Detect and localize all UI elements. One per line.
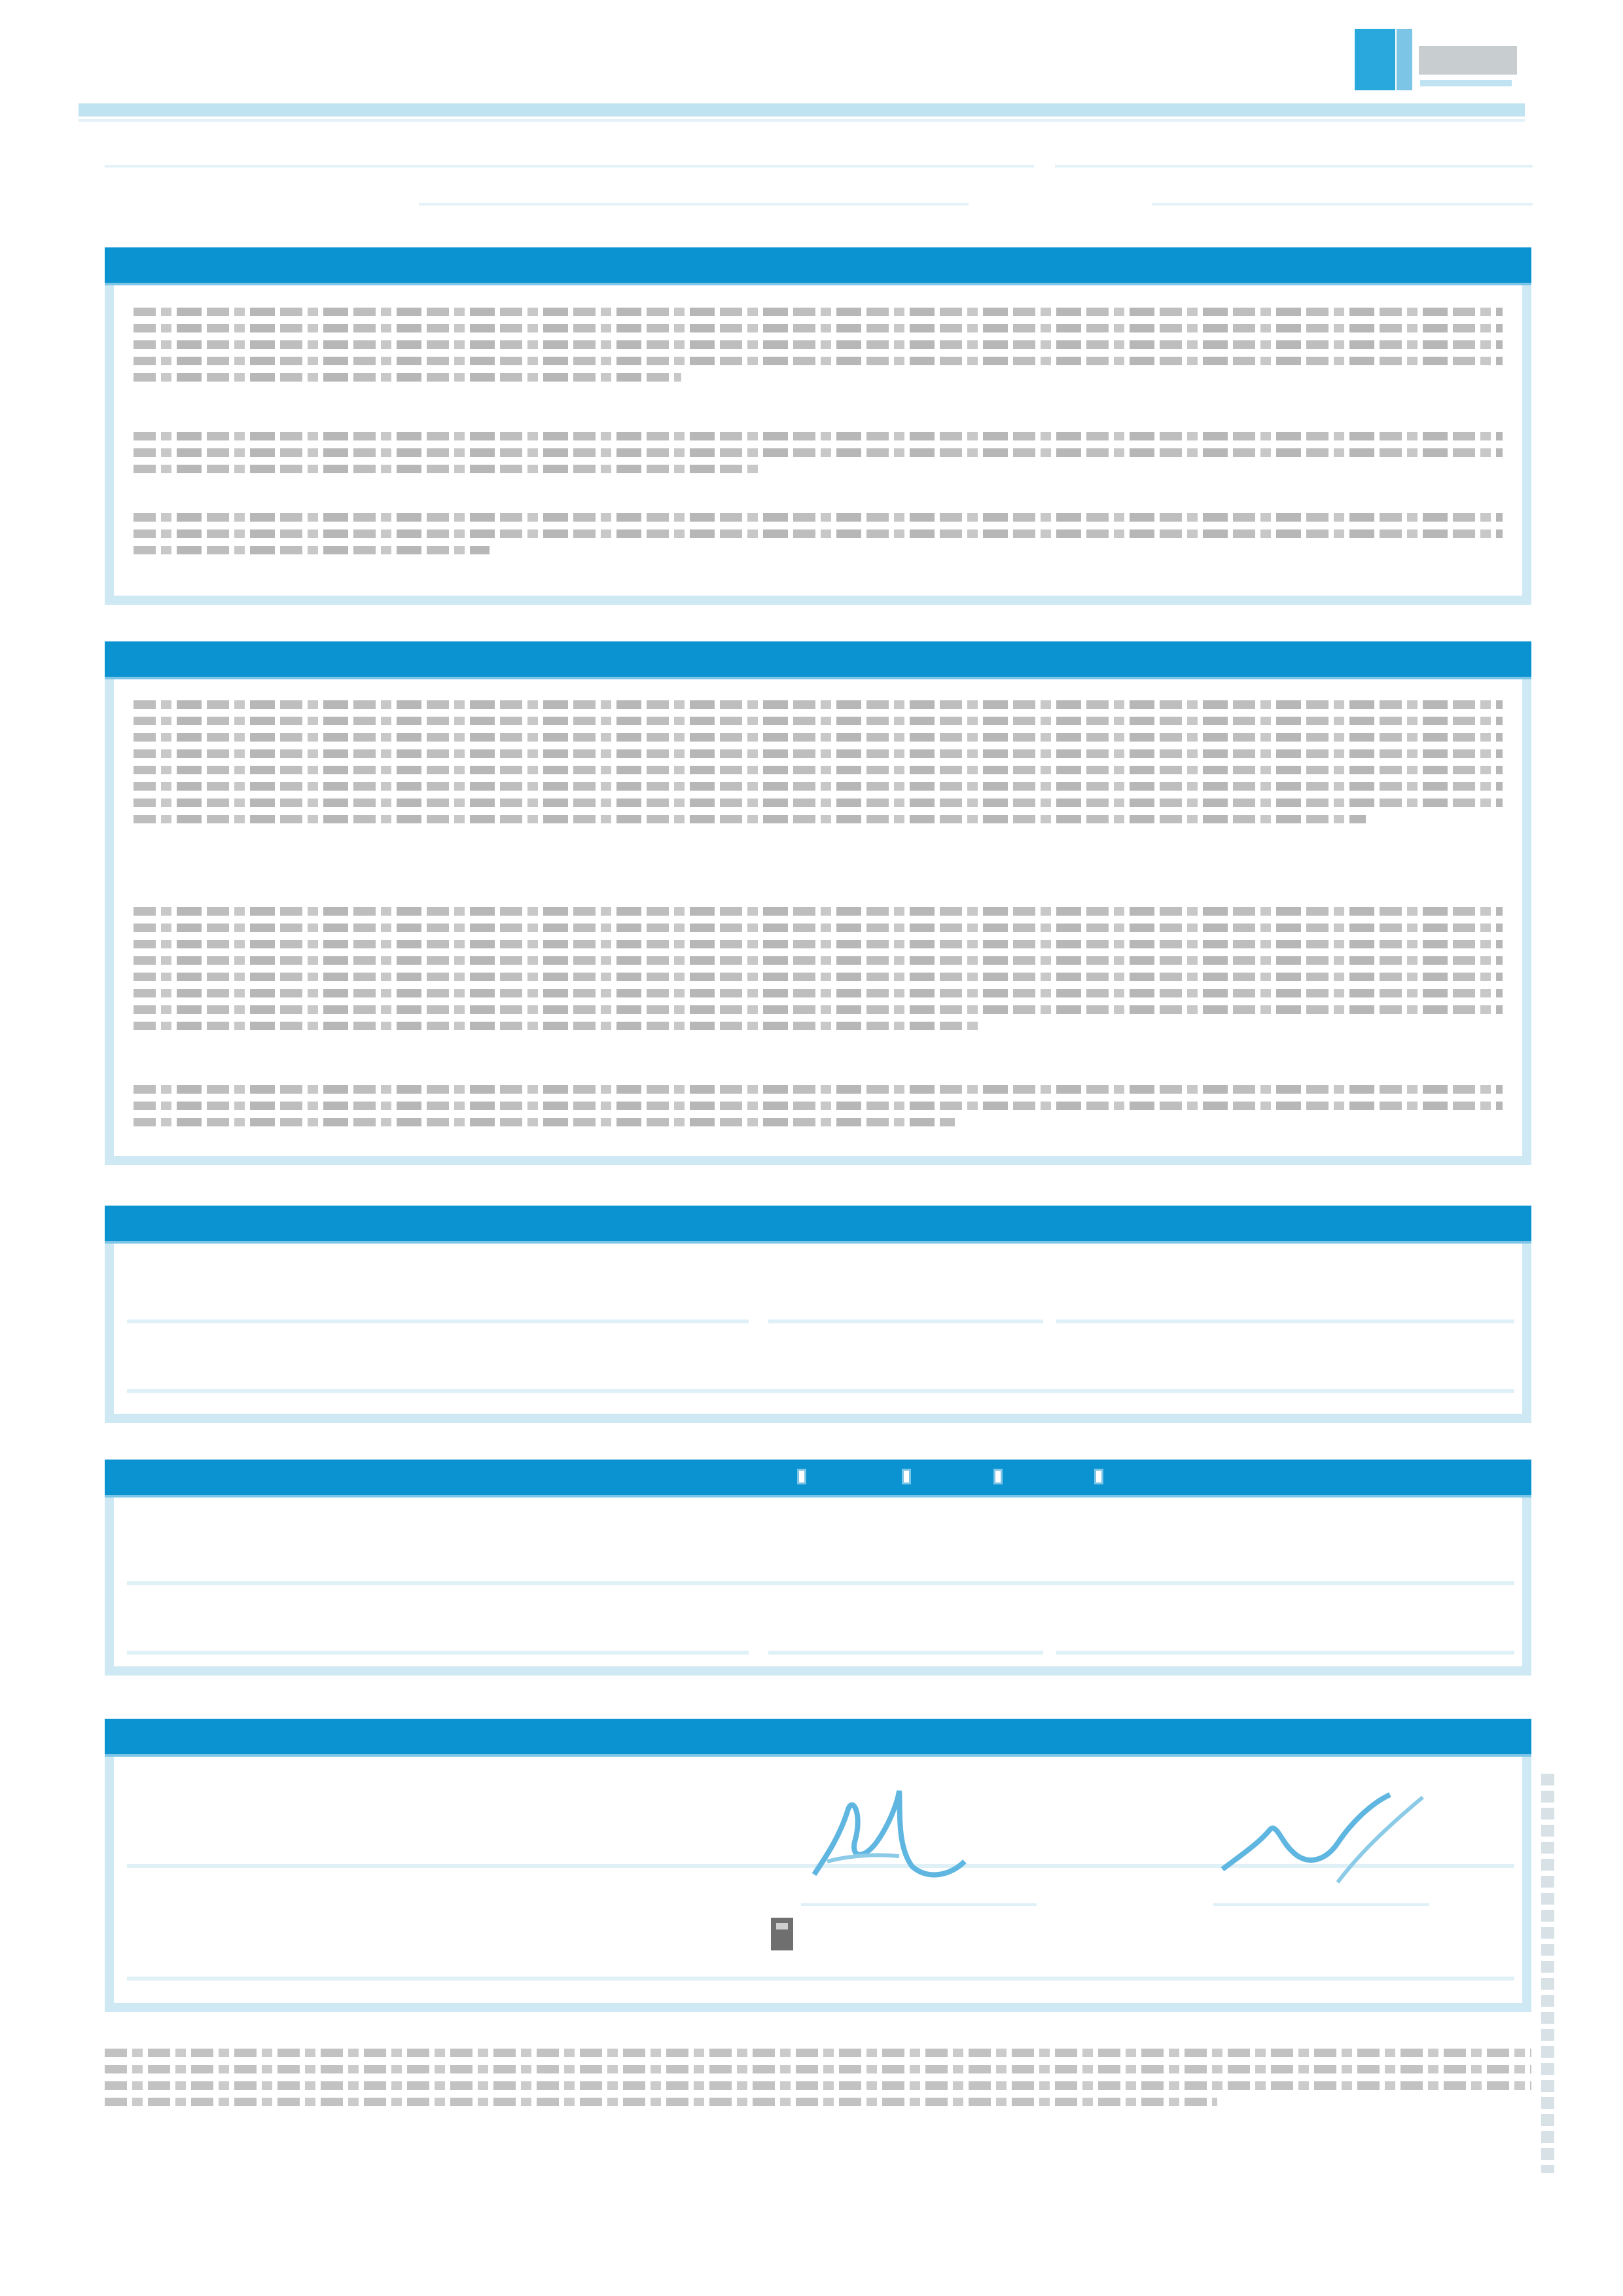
section-1-header [105,247,1531,285]
section-3-header [105,1206,1531,1244]
s3-field-3[interactable] [1056,1319,1514,1323]
section-1 [105,247,1531,605]
signature-1-line [801,1903,1037,1906]
meta-row1-left [105,141,982,161]
section-2-paragraph-2 [134,907,1503,1038]
signature-2-line [1213,1903,1429,1906]
header-rule [79,103,1525,117]
s4-checkbox-4[interactable] [1094,1469,1103,1484]
section-4-header [105,1460,1531,1498]
meta-row1-right-line [1055,165,1533,168]
s4-field-1[interactable] [127,1581,1056,1585]
s5-field-row2[interactable] [127,1977,1514,1981]
signature-2 [1213,1784,1436,1895]
meta-row2-left-line[interactable] [419,203,969,206]
section-3 [105,1206,1531,1423]
signature-1 [801,1783,971,1894]
meta-row2-left [105,194,419,213]
stamp-mark [763,1915,798,1953]
section-1-paragraph-3 [134,513,1503,562]
section-2 [105,641,1531,1165]
s4-checkbox-2[interactable] [902,1469,911,1484]
section-2-header [105,641,1531,679]
s3-field-1[interactable] [127,1319,749,1323]
section-1-paragraph-2 [134,432,1503,481]
document-title [105,29,615,79]
s3-field-row2[interactable] [127,1389,1514,1393]
s4-field-3[interactable] [127,1651,749,1655]
footer-left [105,2253,825,2267]
section-5-header [105,1719,1531,1757]
meta-row2-right-line[interactable] [1152,203,1533,206]
s4-checkbox-1[interactable] [797,1469,806,1484]
side-vertical-text [1541,1774,1554,2173]
signature-label [127,1821,258,1835]
section-5 [105,1719,1531,2012]
company-logo [1355,24,1531,96]
meta-row1-right [1055,141,1533,161]
section-2-paragraph-1 [134,700,1503,831]
section-2-paragraph-3 [134,1085,1503,1134]
s4-field-4[interactable] [768,1651,1043,1655]
s4-field-2[interactable] [1056,1581,1514,1585]
section-4 [105,1460,1531,1676]
footnote-text [105,2049,1531,2106]
meta-row2-right [975,194,1152,213]
meta-row1-left-line [105,165,1034,168]
s4-checkbox-3[interactable] [993,1469,1003,1484]
section-1-paragraph-1 [134,308,1503,389]
header-rule-thin [79,119,1525,122]
footer-right [1270,2253,1531,2267]
s4-field-5[interactable] [1056,1651,1514,1655]
s3-field-2[interactable] [768,1319,1043,1323]
